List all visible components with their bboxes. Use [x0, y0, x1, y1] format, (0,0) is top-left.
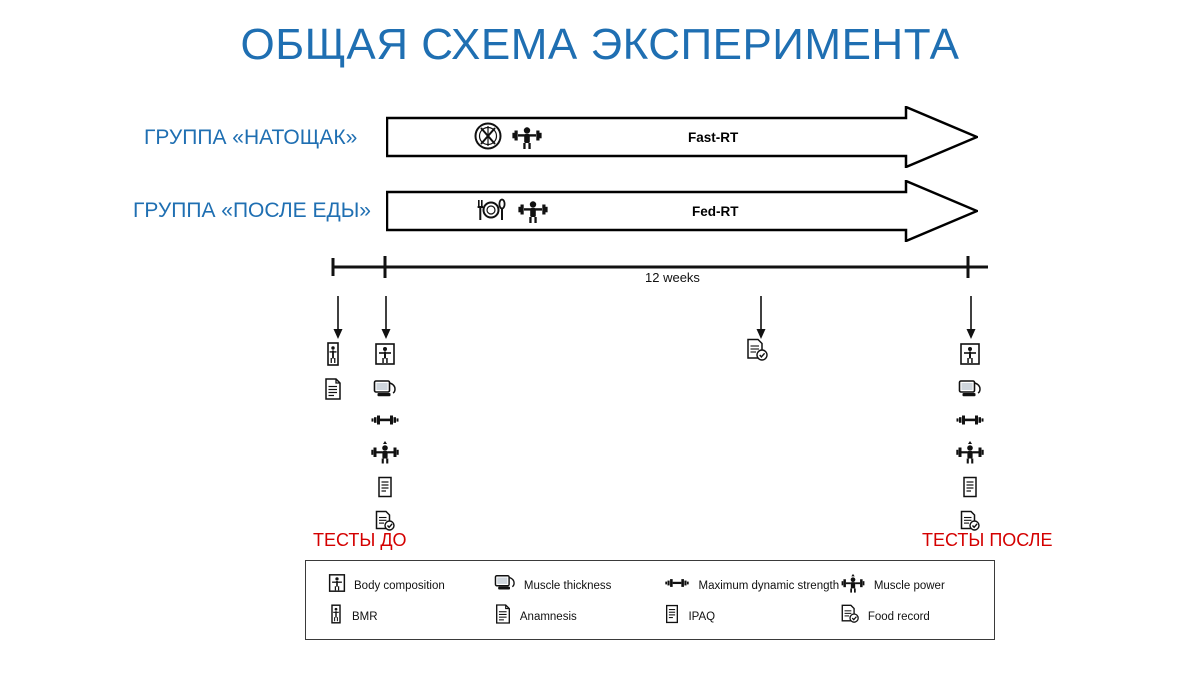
ipaq-icon	[376, 476, 394, 503]
icon-column-mid	[745, 338, 769, 367]
muscle-power-icon	[840, 573, 866, 598]
maximum-dynamic-strength-icon	[955, 412, 985, 433]
bmr-icon	[328, 604, 344, 629]
icon-column-pre-tests	[370, 342, 400, 537]
legend-label: Anamnesis	[519, 610, 577, 623]
body-composition-icon	[959, 342, 981, 371]
legend-label: Muscle power	[873, 579, 945, 592]
muscle-power-icon	[370, 440, 400, 469]
maximum-dynamic-strength-icon	[664, 576, 690, 595]
page-title: ОБЩАЯ СХЕМА ЭКСПЕРИМЕНТА	[240, 20, 960, 69]
muscle-thickness-icon	[373, 378, 397, 405]
legend-item-anamnesis	[494, 604, 665, 629]
icon-column-bmr	[323, 342, 343, 405]
legend-label: IPAQ	[688, 610, 716, 623]
legend-item-muscle-power	[840, 573, 982, 598]
ipaq-icon	[961, 476, 979, 503]
muscle-power-icon	[955, 440, 985, 469]
down-arrow-start	[331, 296, 345, 340]
weightlifter-icon	[512, 122, 542, 155]
legend-label: Body composition	[354, 579, 445, 592]
caption-tests-before: ТЕСТЫ ДО	[313, 530, 407, 550]
ipaq-icon	[664, 604, 680, 629]
timeline-duration-label: 12 weeks	[645, 270, 700, 285]
legend-item-bmr	[328, 604, 494, 629]
group-label-fed: ГРУППА «ПОСЛЕ ЕДЫ»	[133, 199, 371, 222]
legend-box	[305, 560, 995, 640]
muscle-thickness-icon	[494, 573, 516, 598]
down-arrow-baseline	[379, 296, 393, 340]
food-record-icon	[840, 604, 860, 629]
fed-arrow-text: Fed-RT	[692, 204, 739, 219]
legend-item-body-composition	[328, 573, 494, 598]
no-food-icon	[474, 122, 502, 155]
anamnesis-icon	[323, 378, 343, 405]
legend-label: BMR	[352, 610, 378, 623]
legend-label: Food record	[867, 610, 930, 623]
maximum-dynamic-strength-icon	[370, 412, 400, 433]
caption-tests-after: ТЕСТЫ ПОСЛЕ	[922, 530, 1053, 550]
legend-item-maximum-dynamic-strength	[664, 576, 839, 595]
weightlifter-icon	[518, 196, 548, 229]
legend-item-food-record	[840, 604, 982, 629]
legend-row	[328, 570, 982, 601]
anamnesis-icon	[494, 604, 512, 629]
legend-label: Muscle thickness	[523, 579, 612, 592]
cutlery-plate-icon	[474, 196, 508, 229]
group-label-fasted: ГРУППА «НАТОЩАК»	[144, 126, 358, 149]
bmr-icon	[323, 342, 343, 371]
fed-inline-icons	[474, 196, 548, 229]
body-composition-icon	[328, 573, 346, 598]
legend-label: Maximum dynamic strength	[698, 579, 840, 592]
down-arrow-mid	[754, 296, 768, 340]
legend-row	[328, 601, 982, 632]
icon-column-post-tests	[955, 342, 985, 537]
fasted-inline-icons	[474, 122, 542, 155]
body-composition-icon	[374, 342, 396, 371]
fasted-arrow-text: Fast-RT	[688, 130, 739, 145]
legend-item-ipaq	[664, 604, 839, 629]
muscle-thickness-icon	[958, 378, 982, 405]
down-arrow-end	[964, 296, 978, 340]
food-record-icon	[745, 338, 769, 367]
legend-item-muscle-thickness	[494, 573, 665, 598]
